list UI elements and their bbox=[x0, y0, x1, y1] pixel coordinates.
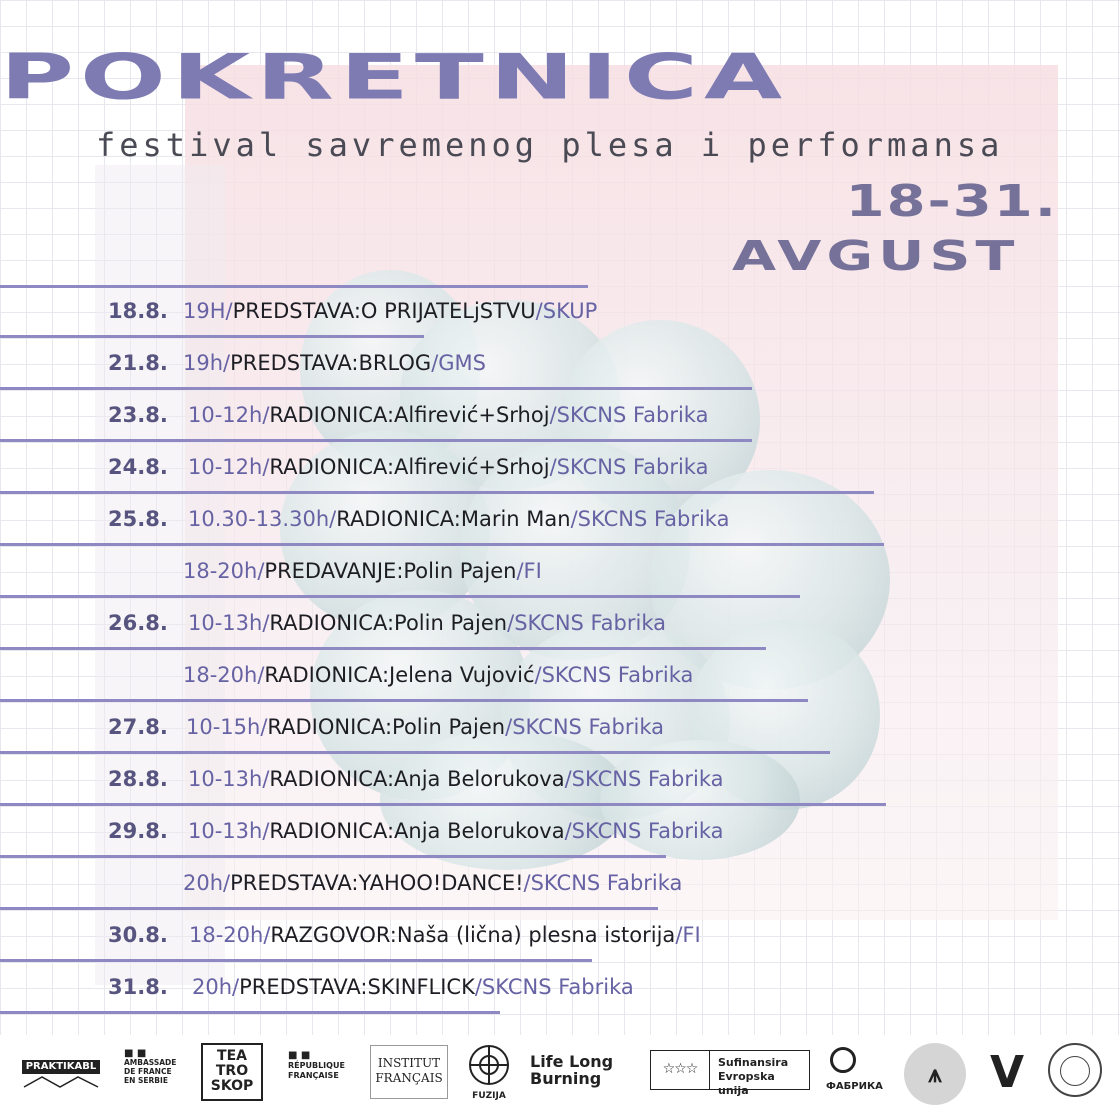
schedule-day: 21.8. bbox=[108, 351, 168, 375]
schedule-event: PREDSTAVA:BRLOG bbox=[230, 351, 432, 375]
schedule-venue: /SKCNS Fabrika bbox=[507, 611, 667, 635]
schedule-time: 10-13h/ bbox=[188, 767, 270, 791]
schedule-time: 20h/ bbox=[183, 871, 231, 895]
schedule-time: 18-20h/ bbox=[183, 559, 265, 583]
schedule-venue: /FI bbox=[516, 559, 542, 583]
schedule-venue: /SKCNS Fabrika bbox=[534, 663, 694, 687]
schedule-event: PREDSTAVA:YAHOO!DANCE! bbox=[230, 871, 524, 895]
schedule-time: 20h/ bbox=[192, 975, 240, 999]
schedule-day: 26.8. bbox=[108, 611, 168, 635]
schedule-day: 18.8. bbox=[108, 299, 168, 323]
schedule-event: RADIONICA:Alfirević+Srhoj bbox=[269, 403, 550, 427]
schedule-venue: /SKCNS Fabrika bbox=[505, 715, 665, 739]
schedule-event: RADIONICA:Polin Pajen bbox=[267, 715, 506, 739]
schedule-venue: /SKCNS Fabrika bbox=[474, 975, 634, 999]
festival-subtitle: festival savremenog plesa i performansa bbox=[96, 126, 1004, 164]
life-long-burning-logo: Life Long Burning bbox=[530, 1052, 614, 1088]
schedule-venue: /GMS bbox=[431, 351, 486, 375]
schedule-day: 23.8. bbox=[108, 403, 168, 427]
schedule-time: 10-15h/ bbox=[186, 715, 268, 739]
schedule-day: 27.8. bbox=[108, 715, 168, 739]
schedule-venue: /SKUP bbox=[535, 299, 598, 323]
gallery-seal-logo bbox=[1048, 1043, 1102, 1097]
schedule-day: 29.8. bbox=[108, 819, 168, 843]
schedule-time: 19H/ bbox=[183, 299, 233, 323]
eu-cofunding-text: Sufinansira Evropska unija bbox=[710, 1050, 810, 1090]
praktikabl-logo: PRAKTIKABL bbox=[22, 1060, 100, 1090]
festival-dates: 18-31. bbox=[845, 176, 1058, 227]
festival-title: POKRETNICA bbox=[0, 40, 789, 114]
teatroskop-logo: TEA TRO SKOP bbox=[201, 1043, 263, 1101]
v-logo: V bbox=[990, 1047, 1025, 1098]
schedule-day: 31.8. bbox=[108, 975, 168, 999]
schedule-event: RADIONICA:Alfirević+Srhoj bbox=[269, 455, 550, 479]
schedule-time: 19h/ bbox=[183, 351, 231, 375]
schedule-event: RADIONICA:Polin Pajen bbox=[269, 611, 508, 635]
schedule-time: 10.30-13.30h/ bbox=[188, 507, 337, 531]
schedule-time: 10-13h/ bbox=[188, 611, 270, 635]
skcns-fabrika-logo: ФАБРИКА bbox=[826, 1047, 892, 1092]
festival-month: AVGUST bbox=[732, 232, 1020, 280]
schedule-day: 30.8. bbox=[108, 923, 168, 947]
schedule-time: 10-12h/ bbox=[188, 455, 270, 479]
schedule-event: RADIONICA:Jelena Vujović bbox=[264, 663, 535, 687]
schedule-venue: /SKCNS Fabrika bbox=[549, 455, 709, 479]
schedule-day: 24.8. bbox=[108, 455, 168, 479]
schedule-venue: /SKCNS Fabrika bbox=[570, 507, 730, 531]
schedule-event: RADIONICA:Marin Man bbox=[336, 507, 571, 531]
sponsor-logo-bar bbox=[0, 1035, 1120, 1120]
institut-francais-logo: INSTITUT FRANÇAIS bbox=[370, 1045, 448, 1099]
republique-francaise-logo: ■ ■ RÉPUBLIQUE FRANÇAISE bbox=[288, 1050, 345, 1080]
geometric-circle-logo: ⩚ bbox=[904, 1043, 966, 1105]
schedule-event: RAZGOVOR:Naša (lična) plesna istorija bbox=[270, 923, 676, 947]
eu-flag-logo: ☆☆☆ bbox=[650, 1050, 710, 1090]
schedule-event: PREDSTAVA:O PRIJATELjSTVU bbox=[232, 299, 536, 323]
schedule-time: 10-12h/ bbox=[188, 403, 270, 427]
schedule-event: RADIONICA:Anja Belorukova bbox=[269, 767, 565, 791]
schedule-event: PREDAVANJE:Polin Pajen bbox=[264, 559, 517, 583]
schedule-time: 10-13h/ bbox=[188, 819, 270, 843]
schedule-day: 28.8. bbox=[108, 767, 168, 791]
schedule-event: PREDSTAVA:SKINFLICK bbox=[239, 975, 475, 999]
schedule-time: 18-20h/ bbox=[183, 663, 265, 687]
schedule-time: 18-20h/ bbox=[189, 923, 271, 947]
schedule-venue: /SKCNS Fabrika bbox=[564, 767, 724, 791]
schedule-venue: /SKCNS Fabrika bbox=[549, 403, 709, 427]
schedule-event: RADIONICA:Anja Belorukova bbox=[269, 819, 565, 843]
schedule-venue: /FI bbox=[675, 923, 701, 947]
schedule-day: 25.8. bbox=[108, 507, 168, 531]
schedule-venue: /SKCNS Fabrika bbox=[523, 871, 683, 895]
ambassade-logo: ■ ■ AMBASSADE DE FRANCE EN SERBIE bbox=[124, 1048, 177, 1085]
schedule-venue: /SKCNS Fabrika bbox=[564, 819, 724, 843]
fuzija-logo: FUZIJA bbox=[466, 1043, 512, 1101]
